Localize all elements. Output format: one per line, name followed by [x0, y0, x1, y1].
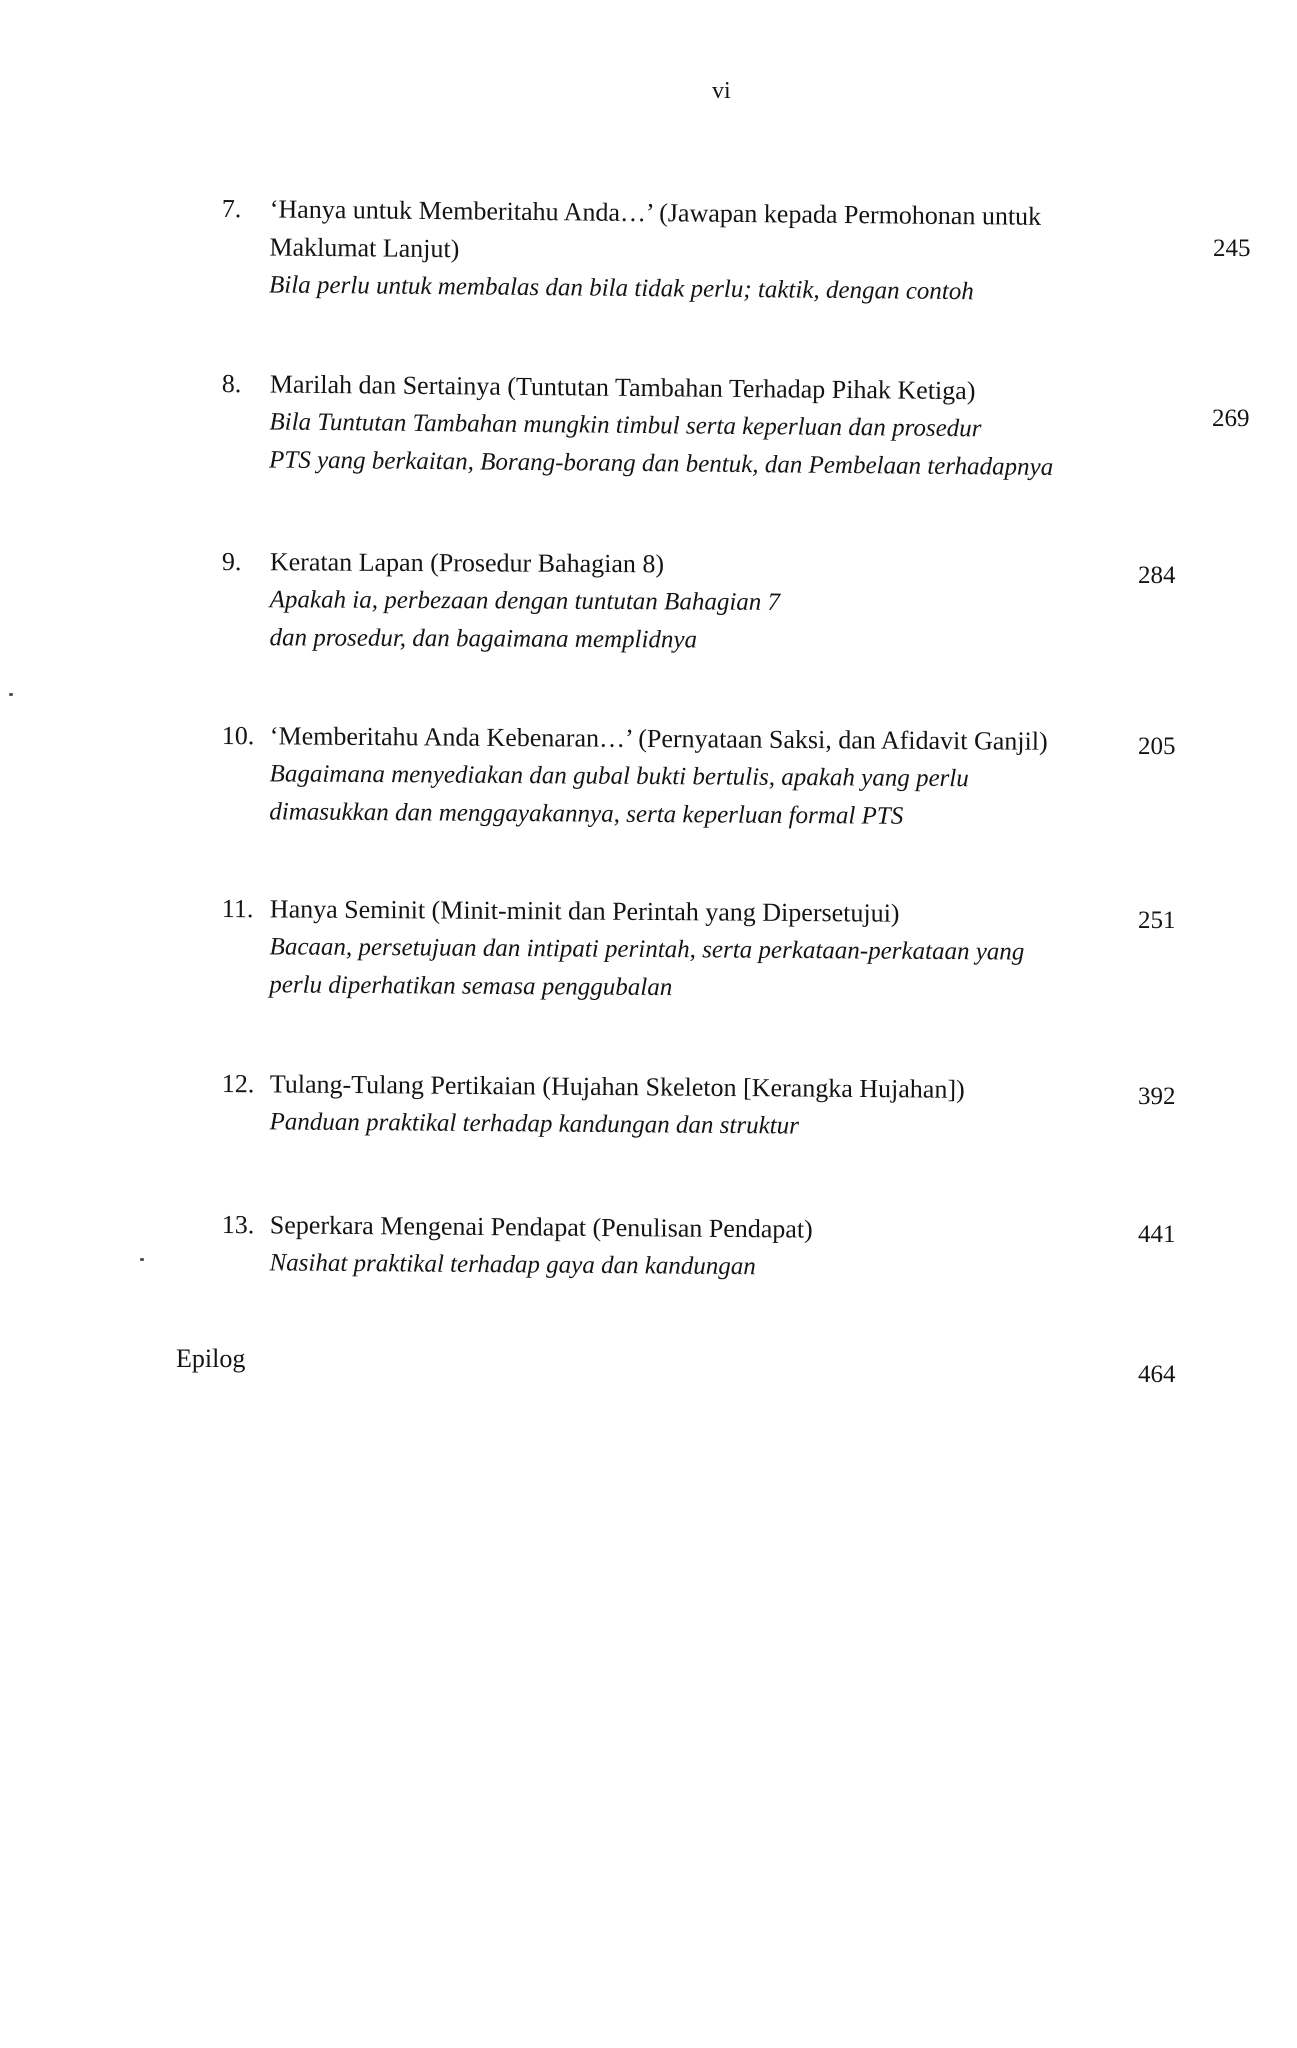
entry-description-line: dan prosedur, dan bagaimana memplidnya: [269, 624, 698, 654]
scan-speck: [9, 693, 13, 696]
entry-body: [269, 543, 1130, 662]
toc-entry-epilog: Epilog: [176, 1344, 246, 1373]
entry-description-line: Apakah ia, perbezaan dengan tuntutan Bahagian 7: [269, 586, 781, 616]
entry-description-line: Panduan praktikal terhadap kandungan dan struktur: [269, 1108, 800, 1140]
entry-body: [269, 190, 1130, 312]
toc-page-ref-epilog: 464: [1138, 1361, 1176, 1388]
entry-title: Seperkara Mengenai Pendapat (Penulisan Pendapat): [269, 1210, 813, 1244]
entry-title: ‘Hanya untuk Memberitahu Anda…’ (Jawapan kepada Permohonan untuk: [269, 194, 1042, 231]
toc-page-ref-9: 284: [1138, 562, 1176, 589]
page-number: vi: [712, 78, 731, 104]
entry-title-continued: Maklumat Lanjut): [269, 232, 460, 264]
entry-title: Hanya Seminit (Minit-minit dan Perintah yang Dipersetujui): [269, 894, 900, 928]
toc-entry-9: [221, 543, 1122, 654]
entry-description-line: perlu diperhatikan semasa penggubalan: [269, 971, 673, 1002]
toc-entry-8: [221, 365, 1122, 481]
entry-body: [269, 890, 1130, 1010]
entry-description-line: PTS yang berkaitan, Borang-borang dan bentuk, dan Pembelaan terhadapnya: [268, 446, 1054, 481]
entry-number: 13.: [221, 1209, 255, 1240]
entry-title: Keratan Lapan (Prosedur Bahagian 8): [269, 547, 665, 579]
entry-number: 9.: [221, 546, 242, 577]
toc-entry-11: [221, 890, 1122, 1002]
entry-description-line: Bacaan, persetujuan dan intipati perintah, serta perkataan-perkataan yang: [269, 933, 1025, 966]
entry-title: Marilah dan Sertainya (Tuntutan Tambahan Terhadap Pihak Ketiga): [269, 369, 976, 406]
entry-body: [269, 717, 1130, 837]
entry-number: 11.: [221, 893, 254, 924]
scan-speck: [140, 1258, 144, 1261]
entry-number: 10.: [221, 720, 255, 751]
toc-page-ref-8: 269: [1212, 405, 1250, 432]
entry-body: [269, 1065, 1130, 1148]
entry-description-line: Bila Tuntutan Tambahan mungkin timbul serta keperluan dan prosedur: [269, 408, 982, 443]
toc-page-ref-7: 245: [1213, 235, 1251, 262]
entry-body: [269, 365, 1130, 487]
entry-title: Tulang-Tulang Pertikaian (Hujahan Skeleton [Kerangka Hujahan]): [269, 1069, 965, 1104]
entry-description-line: Bila perlu untuk membalas dan bila tidak perlu; taktik, dengan contoh: [268, 271, 974, 306]
entry-description-line: dimasukkan dan menggayakannya, serta keperluan formal PTS: [269, 798, 904, 830]
toc-entry-7: [221, 190, 1122, 306]
entry-number: 7.: [221, 193, 242, 224]
entry-description-line: Bagaimana menyediakan dan gubal bukti bertulis, apakah yang perlu: [269, 760, 969, 793]
toc-page-ref-10: 205: [1138, 733, 1176, 760]
entry-number: 8.: [221, 368, 242, 399]
toc-entry-10: [221, 717, 1122, 830]
entry-description-line: Nasihat praktikal terhadap gaya dan kandungan: [269, 1249, 756, 1281]
toc-page-ref-13: 441: [1138, 1221, 1176, 1248]
entry-title: ‘Memberitahu Anda Kebenaran…’ (Pernyataan Saksi, dan Afidavit Ganjil): [269, 721, 1048, 756]
entry-number: 12.: [221, 1068, 255, 1099]
toc-entry-13: [221, 1206, 1122, 1281]
toc-page-ref-12: 392: [1138, 1083, 1176, 1110]
toc-entry-12: [221, 1065, 1122, 1140]
toc-page-ref-11: 251: [1138, 907, 1176, 934]
entry-body: [269, 1206, 1130, 1289]
